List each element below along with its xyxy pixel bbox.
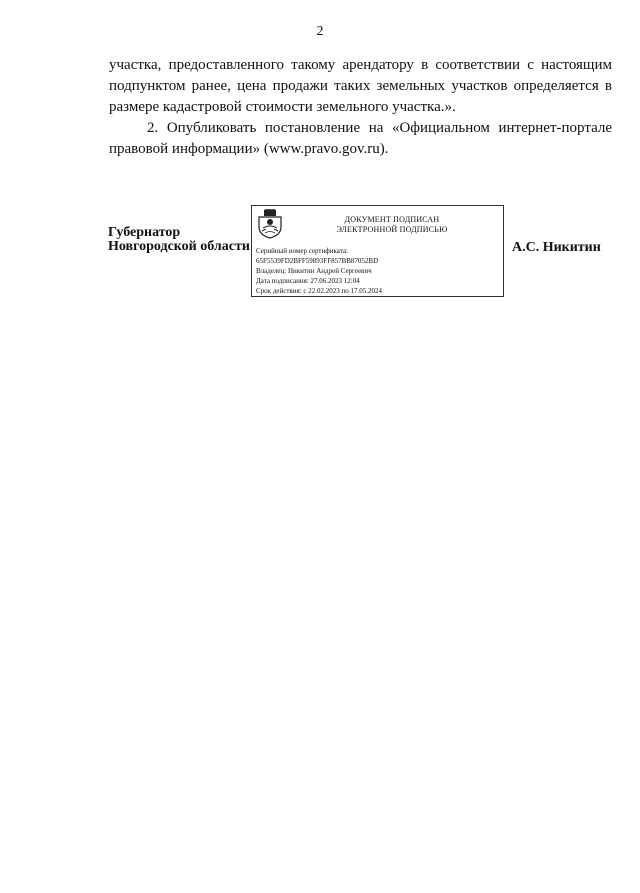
stamp-heading [292, 215, 492, 235]
certificate-serial-label: Серийный номер сертификата: [256, 247, 348, 255]
electronic-signature-stamp [251, 205, 504, 297]
novgorod-coat-of-arms-icon [257, 209, 283, 239]
signer-name: А.С. Никитин [512, 240, 601, 255]
stamp-heading-line1: ДОКУМЕНТ ПОДПИСАН [344, 215, 440, 224]
signatory-title [108, 226, 250, 254]
certificate-validity: Срок действия: с 22.02.2023 по 17.05.2024 [256, 287, 382, 295]
signatory-position: Губернатор [108, 225, 181, 240]
stamp-heading-line2: ЭЛЕКТРОННОЙ ПОДПИСЬЮ [336, 225, 448, 234]
certificate-owner: Владелец: Никитин Андрей Сергеевич [256, 267, 372, 275]
paragraph-continuation: участка, предоставленного такому арендатору в соответствии с настоящим подпунктом ранее, цена продажи таких земельных участков определяется в размере кадастровой стоимости земельного участка.». [109, 57, 612, 115]
signing-date: Дата подписания: 27.06.2023 12:04 [256, 277, 360, 285]
certificate-serial-number: 65F5539FD2BFF59893FF857BB87052BD [256, 257, 379, 265]
page-number: 2 [316, 24, 324, 39]
signatory-region: Новгородской области [108, 239, 250, 254]
stamp-certificate-details [256, 246, 382, 296]
paragraph-publish-clause: 2. Опубликовать постановление на «Официальном интернет-портале правовой информации» (www.pravo.gov.ru). [109, 120, 612, 157]
